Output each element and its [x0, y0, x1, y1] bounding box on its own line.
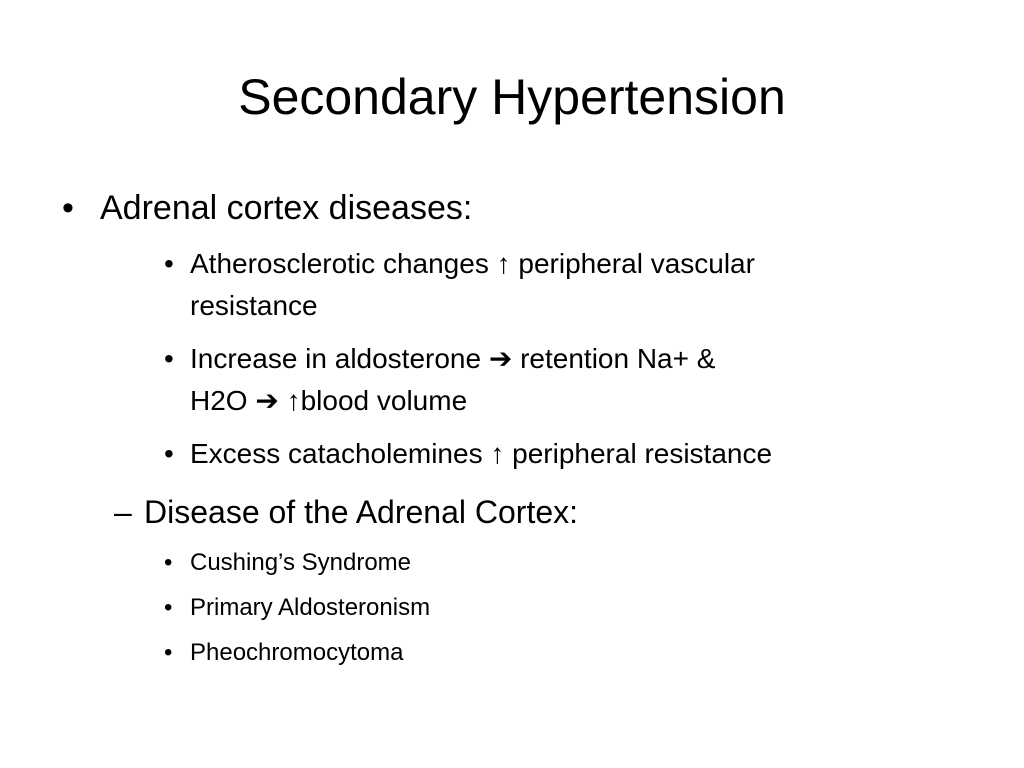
sub-bullet-text: Excess catacholemines ↑ peripheral resistance	[190, 438, 773, 469]
bullet-marker: •	[164, 248, 174, 279]
bullet-marker: •	[164, 438, 174, 469]
dash-text: Disease of the Adrenal Cortex:	[144, 494, 579, 530]
sub-bullet-item-catacholemines	[164, 433, 984, 475]
sub-bullet-item-aldosterone	[164, 338, 964, 422]
sub-bullet-text-line2: resistance	[190, 290, 318, 321]
sub-bullet-text: Pheochromocytoma	[190, 639, 404, 666]
bullet-marker: •	[164, 343, 174, 374]
dash-marker: –	[114, 494, 132, 530]
bullet-text: Adrenal cortex diseases:	[100, 189, 473, 227]
sub-bullet-item-cushings	[164, 546, 764, 580]
sub-bullet-text: Primary Aldosteronism	[190, 594, 431, 621]
sub-bullet-text: Cushing’s Syndrome	[190, 549, 412, 576]
bullet-item-adrenal-cortex-diseases	[62, 186, 962, 230]
sub-bullet-text-line2: H2O ➔ ↑blood volume	[190, 385, 468, 416]
bullet-marker: •	[62, 189, 74, 227]
slide-title: Secondary Hypertension	[238, 69, 786, 125]
sub-bullet-text-line1: Atherosclerotic changes ↑ peripheral vascular	[190, 248, 755, 279]
sub-bullet-item-primary-aldosteronism	[164, 591, 764, 625]
bullet-marker: •	[164, 594, 173, 621]
sub-bullet-item-pheochromocytoma	[164, 636, 764, 670]
dash-item-disease-of-adrenal-cortex	[114, 491, 914, 533]
bullet-marker: •	[164, 549, 173, 576]
sub-bullet-item-atherosclerotic	[164, 243, 964, 327]
bullet-marker: •	[164, 639, 173, 666]
sub-bullet-text-line1: Increase in aldosterone ➔ retention Na+ &	[190, 343, 716, 374]
